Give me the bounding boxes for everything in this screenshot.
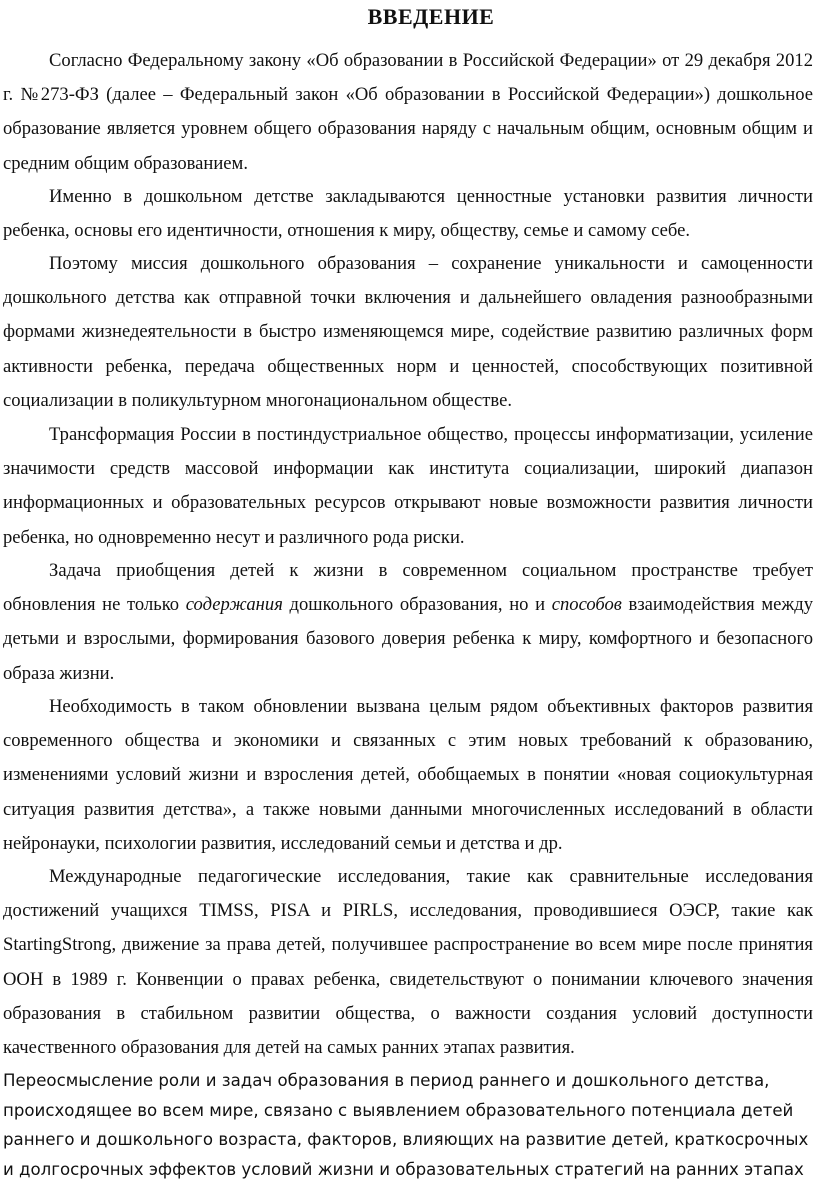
paragraph-5-text-b: дошкольного образования, но и xyxy=(282,594,552,616)
paragraph-2: Именно в дошкольном детстве закладываются ценностные установки развития личности ребенка, основы его идентичности, отношения к миру, обществу, семье и самому себе. xyxy=(3,186,813,242)
paragraph-5-text-c: взаимодействия между детьми и взрослыми, формирования базового доверия ребенка к миру, комфортного и безопасного образа жизни. xyxy=(3,594,813,684)
paragraph-6: Необходимость в таком обновлении вызвана целым рядом объективных факторов развития современного общества и экономики и связанных с этим новых требований к образованию, изменениями условий жизни и взросления детей, обобщаемых в понятии «новая социокультурная ситуация развития детства», а также новыми данными многочисленных исследований в области нейронауки, психологии развития, исследований семьи и детства и др. xyxy=(3,696,813,854)
paragraph-5-italic-a: содержания xyxy=(185,594,283,616)
paragraph-1: Согласно Федеральному закону «Об образовании в Российской Федерации» от 29 декабря 2012 г. №273-ФЗ (далее – Федеральный закон «Об образовании в Российской Федерации») дошкольное образование является уровнем общего образования наряду с начальным общим, основным общим и средним общим образованием. xyxy=(3,50,813,174)
paragraph-5-text-a: Задача приобщения детей к жизни в современном социальном пространстве требует обновления не только xyxy=(3,560,813,616)
page-title: ВВЕДЕНИЕ xyxy=(367,4,495,29)
paragraph-3: Поэтому миссия дошкольного образования – сохранение уникальности и самоценности дошкольного детства как отправной точки включения и дальнейшего овладения разнообразными формами жизнедеятельности в быстро изменяющемся мире, содействие развитию различных форм активности ребенка, передача общественных норм и ценностей, способствующих позитивной социализации в поликультурном многонациональном обществе. xyxy=(3,253,813,411)
paragraph-4: Трансформация России в постиндустриальное общество, процессы информатизации, усиление значимости средств массовой информации как института социализации, широкий диапазон информационных и образовательных ресурсов открывают новые возможности развития личности ребенка, но одновременно несут и различного рода риски. xyxy=(3,424,813,548)
paragraph-5 xyxy=(3,554,813,691)
paragraph-8: Переосмысление роли и задач образования в период раннего и дошкольного детства, происходящее во всем мире, связано с выявлением образовательного потенциала детей раннего и дошкольного возраста, факторов, влияющих на развитие детей, краткосрочных и долгосрочных эффектов условий жизни и образовательных стратегий на ранних этапах xyxy=(3,1071,809,1179)
paragraph-7: Международные педагогические исследования, такие как сравнительные исследования достижений учащихся TIMSS, PISA и PIRLS, исследования, проводившиеся ОЭСР, такие как StartingStrong, движение за права детей, получившее распространение во всем мире после принятия ООН в 1989 г. Конвенции о правах ребенка, свидетельствуют о понимании ключевого значения образования в стабильном развитии общества, о важности создания условий доступности качественного образования для детей на самых ранних этапах развития. xyxy=(3,866,813,1059)
paragraph-5-italic-b: способов xyxy=(551,594,622,616)
